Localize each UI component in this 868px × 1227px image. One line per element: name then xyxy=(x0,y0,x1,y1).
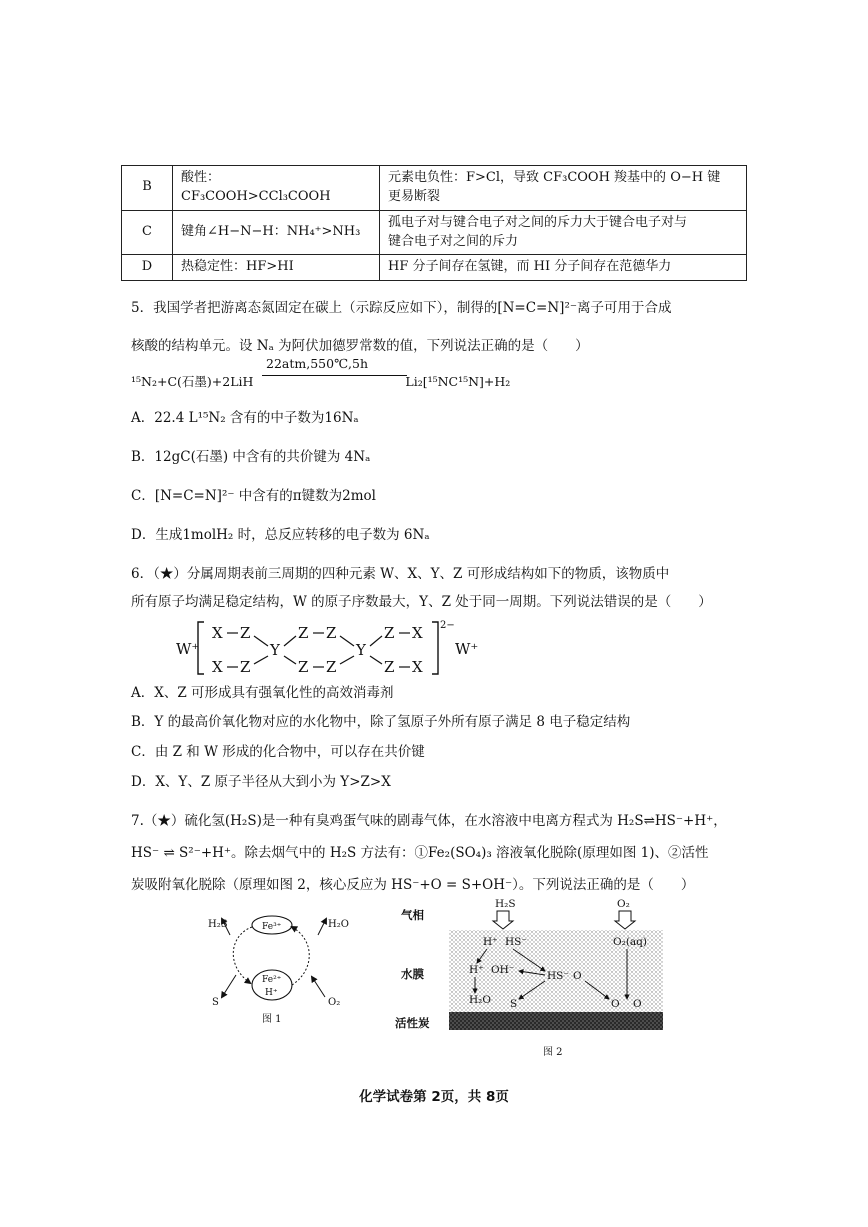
fact-cell: 键角∠H−N−H：NH₄⁺>NH₃ xyxy=(173,210,380,255)
fig2-o2: O₂ xyxy=(617,898,630,910)
fig2-o: O xyxy=(573,970,582,982)
option-label: B xyxy=(122,166,173,211)
q5-option-a: A．22.4 L¹⁵N₂ 含有的中子数为16Nₐ xyxy=(131,410,359,426)
struct-atom-z: Z xyxy=(384,658,395,676)
fact-cell: 酸性： CF₃COOH>CCl₃COOH xyxy=(173,166,380,211)
q6-option-b: B．Y 的最高价氧化物对应的水化物中，除了氢原子外所有原子满足 8 电子稳定结构 xyxy=(131,714,631,730)
fig2-hs: HS⁻ xyxy=(547,970,569,982)
q6-option-c: C．由 Z 和 W 形成的化合物中，可以存在共价键 xyxy=(131,744,425,760)
struct-charge: 2− xyxy=(440,620,455,631)
fig1-h2o: H₂O xyxy=(328,919,349,930)
fig2-film-label: 水膜 xyxy=(401,967,424,981)
fig1-hplus: H⁺ xyxy=(265,988,278,998)
fig2-hplus: H⁺ xyxy=(469,964,484,976)
q5-option-c: C．[N=C=N]²⁻ 中含有的π键数为2mol xyxy=(131,488,376,504)
fig1-s: S xyxy=(212,997,219,1008)
q7-stem-line3: 炭吸附氧化脱除（原理如图 2，核心反应为 HS⁻+O = S+OH⁻）。下列说法正确的是（ ） xyxy=(131,877,695,893)
q5-option-b: B．12gC(石墨) 中含有的共价键为 4Nₐ xyxy=(131,449,371,465)
fig2-carbon-label: 活性炭 xyxy=(395,1016,430,1030)
option-label: C xyxy=(122,210,173,255)
fig2-h2s: H₂S xyxy=(495,898,516,910)
table-row xyxy=(122,255,747,281)
q6-stem-line1: 6．（★）分属周期表前三周期的四种元素 W、X、Y、Z 可形成结构如下的物质，该物质中 xyxy=(131,566,670,582)
fig2-h2s-arrow xyxy=(493,911,513,929)
struct-atom-z: Z xyxy=(326,658,337,676)
fig1-left-arc xyxy=(233,927,252,983)
fig1-o2: O₂ xyxy=(328,997,341,1008)
fig2-hplus: H⁺ xyxy=(483,936,498,948)
page-footer: 化学试卷第 2页，共 8页 xyxy=(359,1089,509,1105)
q5-eq-left: ¹⁵N₂+C(石墨)+2LiH xyxy=(131,374,254,389)
fig2-gas-label: 气相 xyxy=(401,908,424,922)
option-label: D xyxy=(122,255,173,281)
fig2-o: O xyxy=(633,998,642,1010)
reason-cell: 孤电子对与键合电子对之间的斥力大于键合电子对与 键合电子对之间的斥力 xyxy=(380,210,747,255)
fig2-o2aq: O₂(aq) xyxy=(613,936,647,948)
struct-atom-y: Y xyxy=(270,641,280,659)
fig2-o2-arrow xyxy=(615,911,635,929)
fact-cell: 热稳定性：HF>HI xyxy=(173,255,380,281)
struct-atom-z: Z xyxy=(298,624,309,642)
fig2-s: S xyxy=(510,998,518,1010)
struct-atom-z: Z xyxy=(298,658,309,676)
struct-atom-z: Z xyxy=(240,624,251,642)
q5-option-d: D．生成1molH₂ 时，总反应转移的电子数为 6Nₐ xyxy=(131,527,430,543)
options-table xyxy=(121,165,747,281)
struct-atom-x: X xyxy=(412,624,423,642)
q6-option-d: D．X、Y、Z 原子半径从大到小为 Y>Z>X xyxy=(131,774,391,790)
fig2-hs: HS⁻ xyxy=(505,936,527,948)
q5-reaction-equation xyxy=(131,372,510,390)
struct-atom-y: Y xyxy=(356,641,366,659)
reason-cell: HF 分子间存在氢键，而 HI 分子间存在范德华力 xyxy=(380,255,747,281)
struct-atom-z: Z xyxy=(240,658,251,676)
fig1-caption: 图 1 xyxy=(262,1014,282,1025)
reason-cell: 元素电负性：F>Cl，导致 CF₃COOH 羧基中的 O−H 键 更易断裂 xyxy=(380,166,747,211)
fig2-o: O xyxy=(611,998,620,1010)
fig2-h2o: H₂O xyxy=(469,994,491,1006)
q7-stem-line2: HS⁻ ⇌ S²⁻+H⁺。除去烟气中的 H₂S 方法有：①Fe₂(SO₄)₃ 溶液氧化脱除(原理如图 1)、②活性 xyxy=(131,845,709,861)
q5-reaction-condition: 22atm,550℃,5h xyxy=(266,356,369,371)
figure-1-cycle-diagram xyxy=(200,905,360,1030)
struct-atom-z: Z xyxy=(326,624,337,642)
q5-eq-right: Li₂[¹⁵NC¹⁵N]+H₂ xyxy=(405,374,511,389)
q6-option-a: A．X、Z 可形成具有强氧化性的高效消毒剂 xyxy=(131,685,394,701)
fig2-carbon-layer xyxy=(449,1012,663,1030)
struct-atom-x: X xyxy=(412,658,423,676)
table-row xyxy=(122,166,747,211)
fig2-caption: 图 2 xyxy=(543,1047,563,1058)
q5-stem-line2: 核酸的结构单元。设 Nₐ 为阿伏加德罗常数的值，下列说法正确的是（ ） xyxy=(131,338,589,354)
struct-atom-x: X xyxy=(212,624,223,642)
fig1-fe3: Fe³⁺ xyxy=(262,922,282,932)
q7-stem-line1: 7.（★）硫化氢(H₂S)是一种有臭鸡蛋气味的剧毒气体，在水溶液中电离方程式为 H₂S⇌HS⁻+H⁺， xyxy=(131,813,727,829)
struct-w-right: W⁺ xyxy=(455,640,479,658)
q6-stem-line2: 所有原子均满足稳定结构，W 的原子序数最大，Y、Z 处于同一周期。下列说法错误的是（ ） xyxy=(131,594,712,610)
struct-atom-x: X xyxy=(212,658,223,676)
figure-2-adsorption-diagram xyxy=(395,895,670,1060)
struct-w-left: W⁺ xyxy=(176,640,200,658)
fig1-fe2: Fe²⁺ xyxy=(262,975,282,985)
q6-structure-diagram xyxy=(170,616,500,680)
fig2-oh: OH⁻ xyxy=(491,964,515,976)
fig1-right-arc xyxy=(292,927,309,985)
struct-atom-z: Z xyxy=(384,624,395,642)
q5-stem-line1: 5．我国学者把游离态氮固定在碳上（示踪反应如下），制得的[N=C=N]²⁻离子可用于合成 xyxy=(131,300,672,316)
table-row xyxy=(122,210,747,255)
fig1-h2s: H₂S xyxy=(208,919,228,930)
